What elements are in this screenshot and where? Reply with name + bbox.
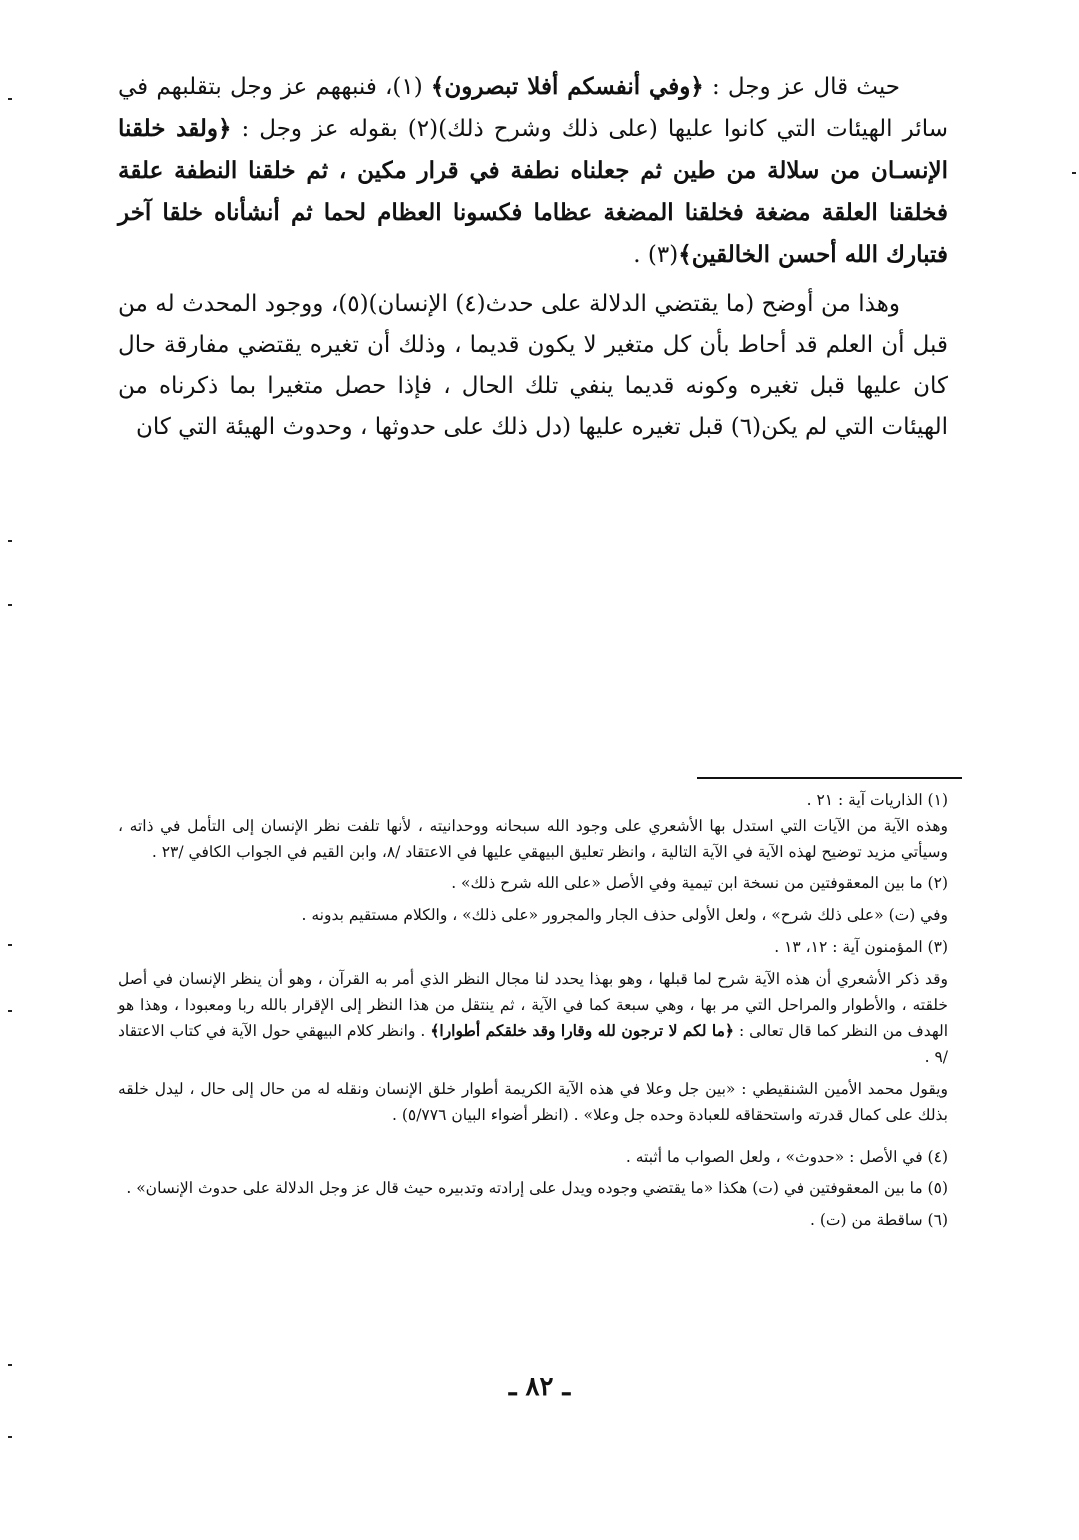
quran-verse-nuh: ﴿ما لكم لا ترجون لله وقارا وقد خلقكم أطوارا﴾ xyxy=(430,1021,734,1041)
scan-speck xyxy=(8,1010,12,1012)
footnote-3-comment xyxy=(118,967,948,1071)
scan-speck xyxy=(8,604,12,606)
footnotes xyxy=(118,788,948,1234)
paragraph-1-intro: حيث قال عز وجل : xyxy=(703,74,900,100)
scan-speck xyxy=(1072,172,1076,174)
footnote-1: (١) الذاريات آية : ٢١ . xyxy=(806,791,948,809)
main-text xyxy=(118,66,948,448)
footnote-2-comment: وفي (ت) «على ذلك شرح» ، ولعل الأولى حذف الجار والمجرور «على ذلك» ، والكلام مستقيم بدونه . xyxy=(301,906,948,925)
footnote-2: (٢) ما بين المعقوفتين من نسخة ابن تيمية وفي الأصل «على الله شرح ذلك» . xyxy=(451,874,948,893)
footnote-3-comment-body: وقد ذكر الأشعري أن هذه الآية شرح لما قبلها ، وهو بهذا يحدد لنا مجال النظر الذي أمر به القرآن ، وهو أن ينظر الإنسان في أصل خلقته ، والأطوار والمراحل التي مر بها ، وهي سبعة كما في الآية ، ثم ينتقل من هذا النظر إلى الإقرار بالله ربا ومعبودا ، وهذا هو الهدف من النظر كما قال تعالى : xyxy=(118,969,949,1041)
paragraph-1-body: (١)، فنبههم عز وجل بتقلبهم في سائر الهيئات التي كانوا عليها (على ذلك وشرح ذلك)(٢) بقوله عز وجل : xyxy=(118,74,948,142)
footnote-separator xyxy=(697,777,962,779)
quran-verse-dhariyat: ﴿وفي أنفسكم أفلا تبصرون﴾ xyxy=(430,73,704,100)
scan-speck xyxy=(8,944,12,946)
footnote-5: (٥) ما بين المعقوفتين في (ت) هكذا «ما يقتضي وجوده ويدل على إرادته وتدبيره حيث قال عز وجل الدلالة على حدوث الإنسان» . xyxy=(126,1179,948,1198)
scan-speck xyxy=(8,98,12,100)
footnote-ref-3: (٣) . xyxy=(633,242,679,268)
footnote-6: (٦) ساقطة من (ت) . xyxy=(809,1211,948,1230)
paragraph-1 xyxy=(118,66,948,276)
scan-speck xyxy=(8,540,12,542)
scan-speck xyxy=(8,1364,12,1366)
footnote-1-comment: وهذه الآية من الآيات التي استدل بها الأشعري على وجود الله سبحانه ووحدانيته ، لأنها تلفت نظر الإنسان إلى التأمل في ذاته ، وسيأتي مزيد توضيح لهذه الآية في الآية التالية ، وانظر تعليق البيهقي عليها في الاعتقاد /٨، وابن القيم في الجواب الكافي /٢٣ . xyxy=(118,816,948,861)
footnote-3-shinqiti: ويقول محمد الأمين الشنقيطي : «بين جل وعلا في هذه الآية الكريمة أطوار خلق الإنسان ونقله له من حال إلى حال ، ليدل خلقه بذلك على كمال قدرته واستحقاقه للعبادة وحده جل وعلا» . (انظر أضواء البيان ٥/٧٧٦) . xyxy=(118,1079,948,1124)
footnote-3: (٣) المؤمنون آية : ١٢، ١٣ . xyxy=(774,937,948,956)
paragraph-2: وهذا من أوضح (ما يقتضي الدلالة على حدث(٤) الإنسان)(٥)، ووجود المحدث له من قبل أن العلم قد أحاط بأن كل متغير لا يكون قديما ، وذلك أن تغيره يقتضي مفارقة حال كان عليها قبل تغيره وكونه قديما ينفي تلك الحال ، فإذا حصل متغيرا بما ذكرناه من الهيئات التي لم يكن(٦) قبل تغيره عليها (دل ذلك على حدوثها ، وحدوث الهيئة التي كان xyxy=(118,291,948,440)
scan-speck xyxy=(8,1436,12,1438)
footnote-3-comment-end: . وانظر كلام البيهقي حول الآية في كتاب الاعتقاد /٩ . xyxy=(118,1022,948,1067)
quran-verse-muminun: ﴿ولقد خلقنا الإنسـان من سلالة من طين ثم جعلناه نطفة في قرار مكين ، ثم خلقنا النطفة علقة فخلقنا العلقة مضغة فخلقنا المضغة عظاما فكسونا العظام لحما ثم أنشأناه خلقا آخر فتبارك الله أحسن الخالقين﴾ xyxy=(118,115,948,268)
footnote-4: (٤) في الأصل : «حدوث» ، ولعل الصواب ما أثبته . xyxy=(625,1147,948,1166)
page-number: ـ ٨٢ ـ xyxy=(508,1372,571,1402)
